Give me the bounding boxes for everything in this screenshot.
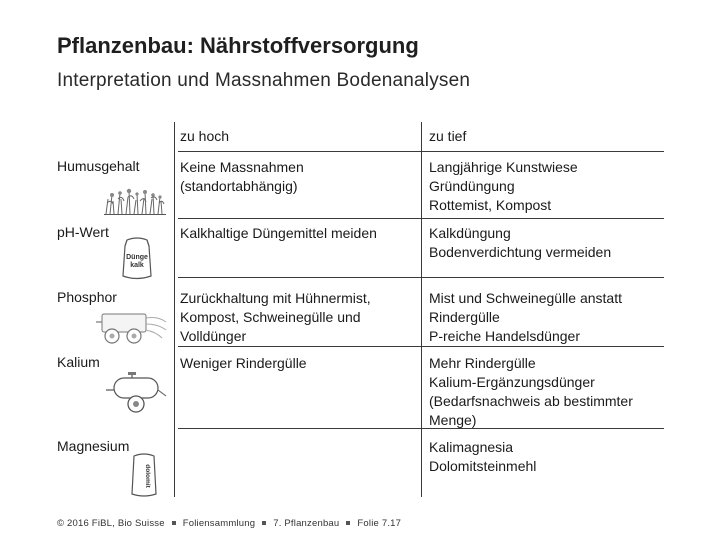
footer-copyright: © 2016 FiBL, Bio Suisse: [57, 518, 165, 529]
slide-footer: [57, 518, 401, 529]
footer-collection: Foliensammlung: [182, 518, 256, 529]
cell-ph-high: [180, 224, 377, 243]
cell-humus-high: [180, 158, 304, 196]
cell-line: Kompost, Schweinegülle und: [180, 309, 361, 325]
cell-line: Mist und Schweinegülle anstatt: [429, 290, 622, 306]
row-label-phosphor: Phosphor: [57, 289, 117, 305]
cell-line: Kalimagnesia: [429, 439, 514, 455]
cell-line: Bodenverdichtung vermeiden: [429, 244, 612, 260]
bag-label-line2: kalk: [130, 262, 144, 269]
cell-phosphor-high: [180, 289, 371, 346]
footer-separator: [172, 521, 176, 525]
slide-subtitle: Interpretation und Massnahmen Bodenanalysen: [57, 70, 471, 91]
cell-line: Langjährige Kunstwiese: [429, 159, 578, 175]
cell-line: Zurückhaltung mit Hühnermist,: [180, 290, 371, 306]
dolomite-bag-illustration: [130, 452, 158, 503]
cell-line: (standortabhängig): [180, 178, 298, 194]
fertilizer-bag-illustration: [117, 236, 157, 287]
footer-separator: [346, 521, 350, 525]
cell-line: Kalium-Ergänzungsdünger: [429, 374, 595, 390]
cell-line: Menge): [429, 412, 477, 428]
cell-line: Gründüngung: [429, 178, 515, 194]
slurry-tanker-illustration: [104, 370, 168, 419]
cell-ph-low: [429, 224, 611, 262]
cell-line: P-reiche Handelsdünger: [429, 328, 580, 344]
footer-slide-number: Folie 7.17: [357, 518, 402, 529]
cell-line: Kalkhaltige Düngemittel meiden: [180, 225, 377, 241]
footer-separator: [262, 521, 266, 525]
cell-line: Kalkdüngung: [429, 225, 511, 241]
cell-line: Mehr Rindergülle: [429, 355, 536, 371]
cell-line: Volldünger: [180, 328, 247, 344]
manure-spreader-illustration: [96, 306, 168, 351]
cell-line: (Bedarfsnachweis ab bestimmter: [429, 393, 633, 409]
cell-phosphor-low: [429, 289, 622, 346]
row-label-humus: Humusgehalt: [57, 158, 140, 174]
cell-line: Dolomitsteinmehl: [429, 458, 537, 474]
cell-line: Rindergülle: [429, 309, 500, 325]
table-column-divider: [174, 122, 175, 497]
header-too-low: zu tief: [429, 128, 467, 144]
slide-title: Pflanzenbau: Nährstoffversorgung: [57, 33, 419, 58]
footer-chapter: 7. Pflanzenbau: [273, 518, 340, 529]
cell-line: Weniger Rindergülle: [180, 355, 307, 371]
plants-illustration: [104, 185, 166, 220]
row-label-kalium: Kalium: [57, 354, 100, 370]
cell-line: Rottemist, Kompost: [429, 197, 552, 213]
cell-magnesium-low: [429, 438, 536, 476]
row-label-ph: pH-Wert: [57, 224, 109, 240]
table-column-divider: [421, 122, 422, 497]
dolomite-bag-label: dolomit: [144, 464, 151, 488]
cell-humus-low: [429, 158, 578, 215]
cell-kalium-high: [180, 354, 307, 373]
row-label-magnesium: Magnesium: [57, 438, 130, 454]
cell-line: Keine Massnahmen: [180, 159, 304, 175]
bag-label-line1: Dünge: [126, 254, 148, 261]
header-too-high: zu hoch: [180, 128, 230, 144]
cell-kalium-low: [429, 354, 633, 430]
